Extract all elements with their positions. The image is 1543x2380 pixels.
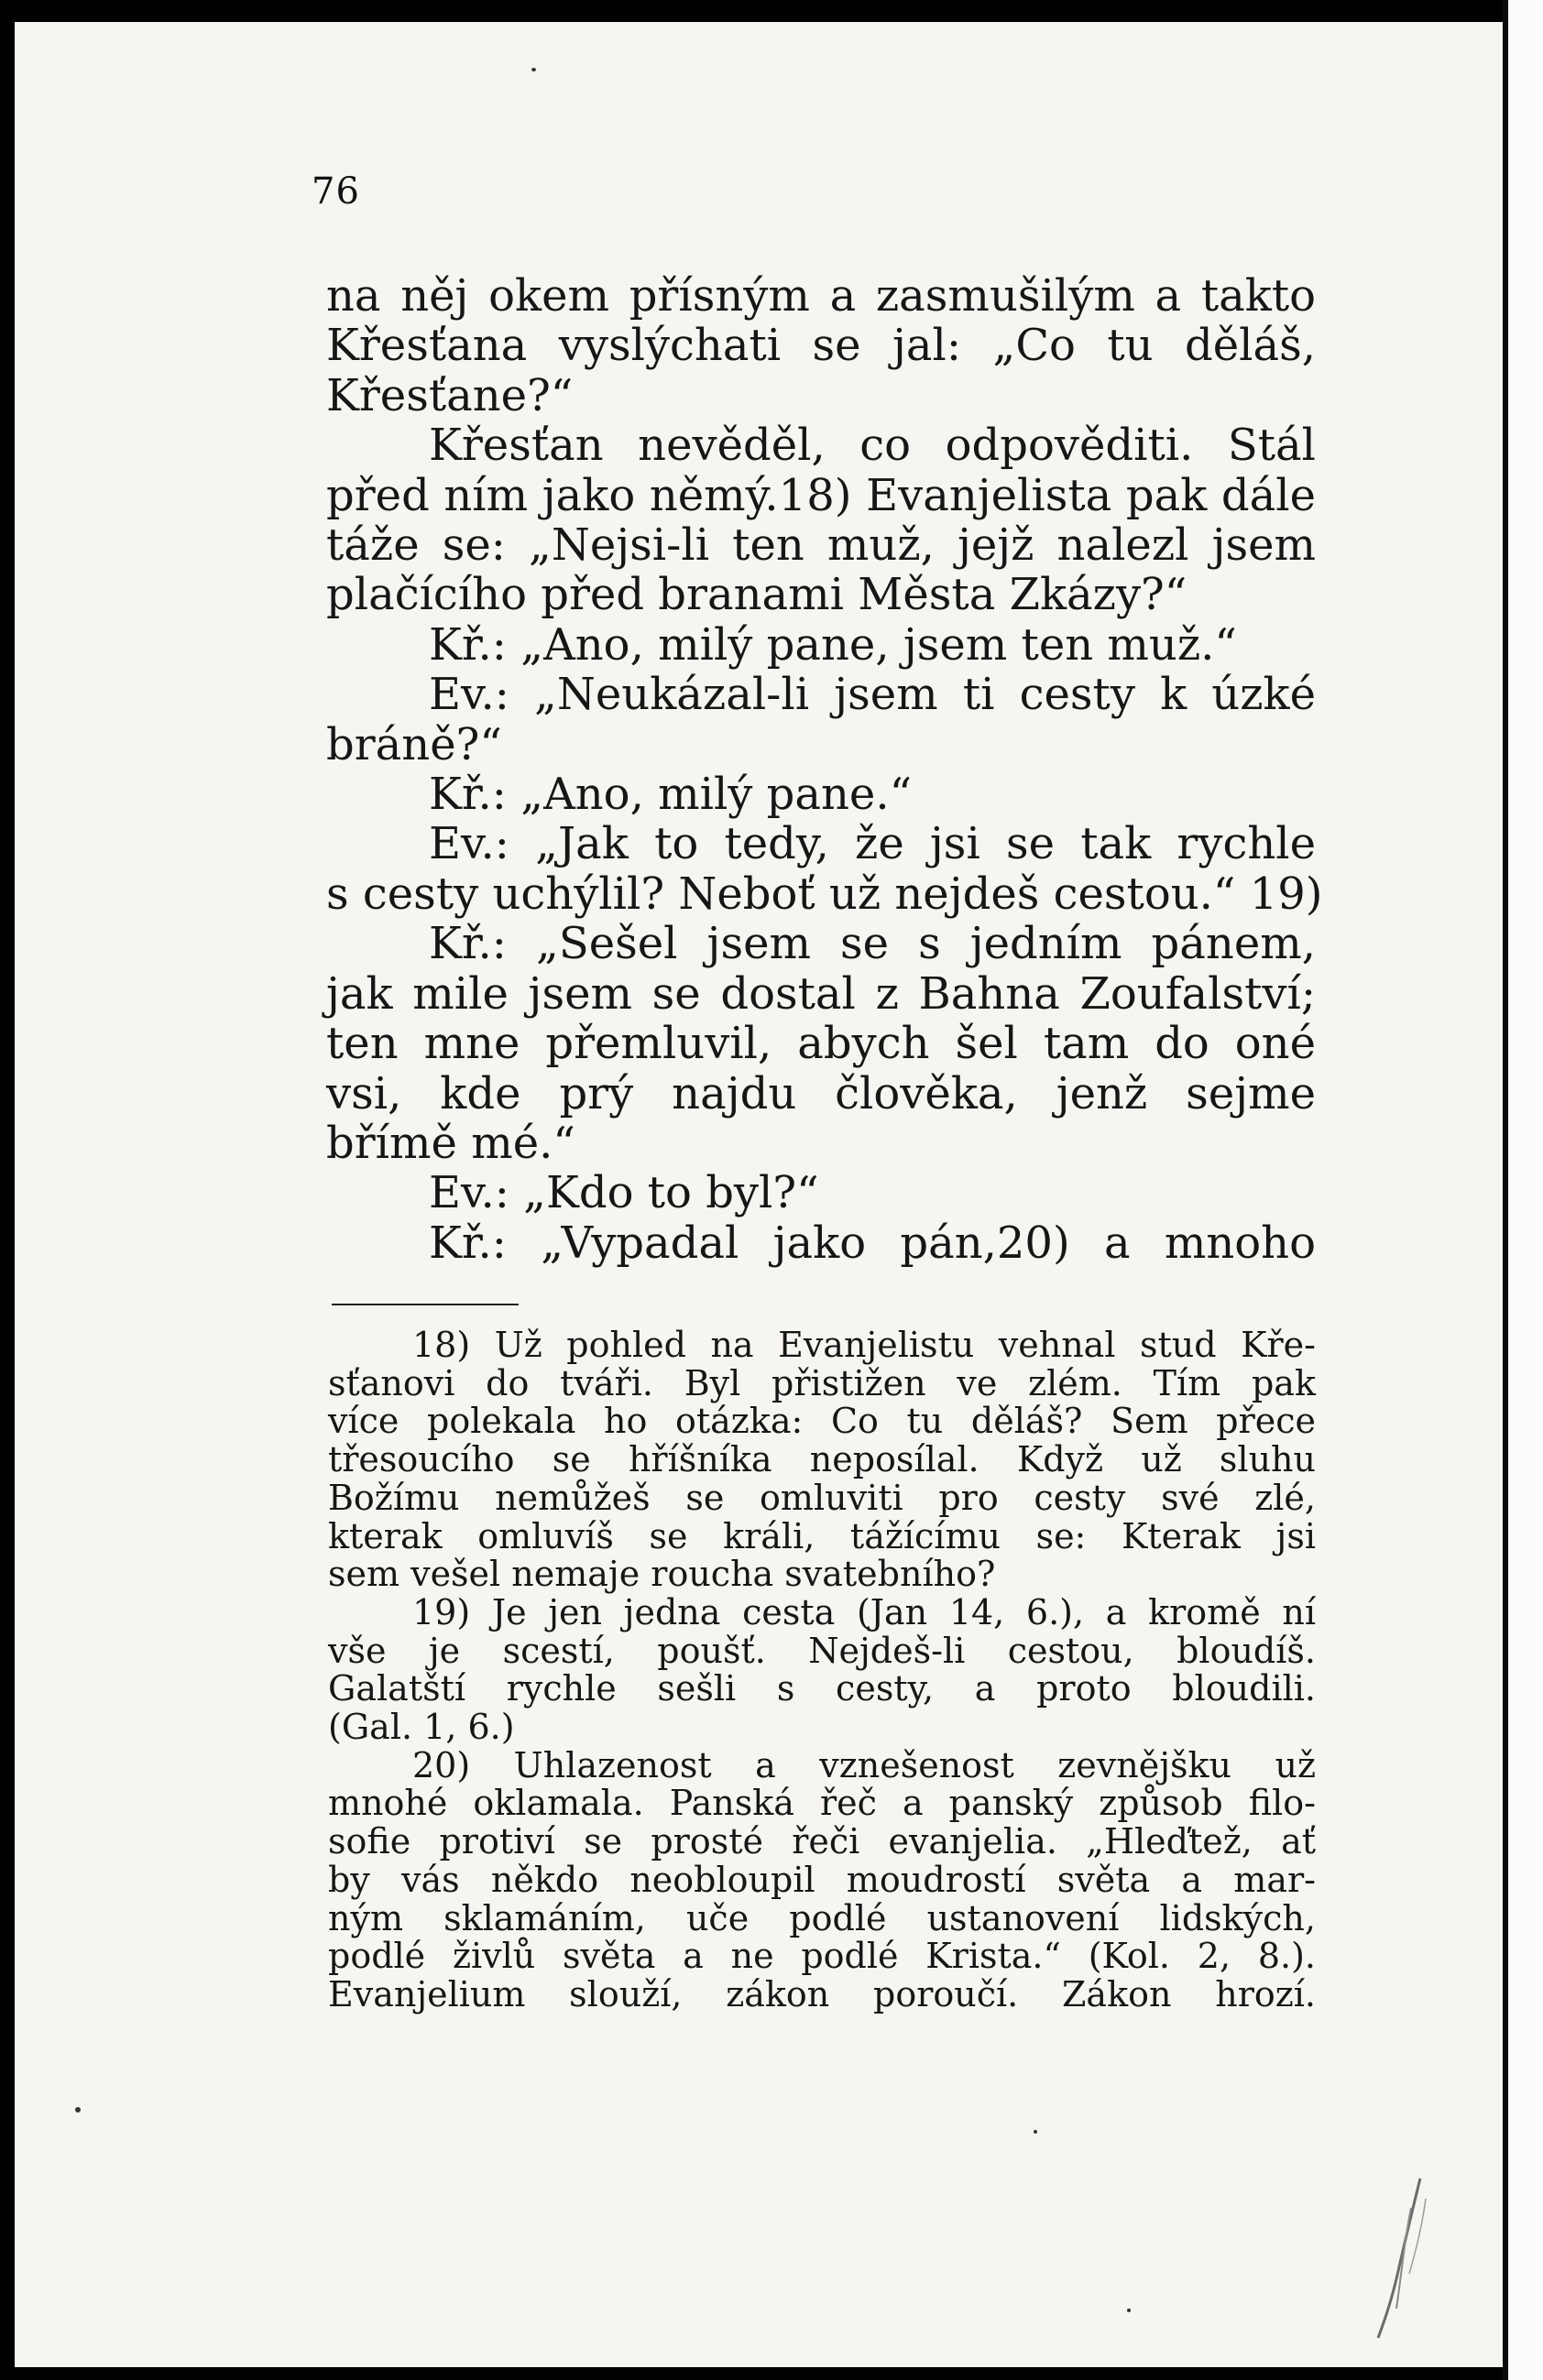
footnote-line: Božímu nemůžeš se omluviti pro cesty své zlé, (328, 1477, 1316, 1518)
main-text (326, 270, 1323, 1269)
adjacent-page-edge (1508, 0, 1543, 2380)
footnote-line: sťanovi do tváři. Byl přistižen ve zlém. Tím pak (328, 1362, 1316, 1403)
footnote-line: 19) Je jen jedna cesta (Jan 14, 6.), a kromě ní (412, 1591, 1316, 1632)
footnote-line: ným sklamáním, uče podlé ustanovení lidských, (328, 1897, 1316, 1938)
scan-speck (1034, 2130, 1037, 2134)
footnotes (328, 1326, 1316, 2014)
footnote-line: Galatští rychle sešli s cesty, a proto bloudili. (328, 1668, 1316, 1709)
text-line: bráně?“ (326, 718, 502, 770)
footnote-line: podlé živlů světa a ne podlé Krista.“ (Kol. 2, 8.). (328, 1936, 1316, 1977)
scan-speck (531, 68, 536, 71)
text-line: táže se: „Nejsi-li ten muž, jejž nalezl jsem (326, 519, 1316, 572)
footnote-line: by vás někdo neobloupil moudrostí světa a mar- (328, 1859, 1316, 1900)
footnote-line: sem vešel nemaje roucha svatebního? (328, 1554, 996, 1595)
footnote-line: třesoucího se hříšníka neposílal. Když už sluhu (328, 1439, 1316, 1480)
page-number: 76 (312, 170, 360, 213)
text-line: Křesťana vyslýchati se jal: „Co tu děláš, (326, 320, 1316, 372)
text-line: Kř.: „Vypadal jako pán,20) a mnoho (429, 1217, 1316, 1269)
footnote-line: 20) Uhlazenost a vznešenost zevnějšku už (412, 1744, 1316, 1785)
scan-speck (75, 2107, 81, 2113)
scan-speck (1127, 2309, 1131, 2312)
footnote-line: mnohé oklamala. Panská řeč a panský způsob filo- (328, 1783, 1316, 1824)
text-line: vsi, kde prý najdu člověka, jenž sejme (326, 1067, 1316, 1119)
text-line: Křesťan nevěděl, co odpověditi. Stál (429, 420, 1316, 472)
text-line: ten mne přemluvil, abych šel tam do oné (326, 1018, 1316, 1070)
text-line: Ev.: „Neukázal-li jsem ti cesty k úzké (429, 669, 1316, 721)
text-line: Kř.: „Ano, milý pane, jsem ten muž.“ (429, 618, 1237, 671)
text-line: Křesťane?“ (326, 369, 574, 421)
text-line: s cesty uchýlil? Neboť už nejdeš cestou.“ 19) (326, 868, 1323, 920)
text-line: plačícího před branami Města Zkázy?“ (326, 569, 1187, 621)
footnote-line: sofie protiví se prosté řeči evanjelia. „Hleďtež, ať (328, 1821, 1316, 1862)
footnote-line: kterak omluvíš se králi, tážícímu se: Kterak jsi (328, 1515, 1316, 1556)
text-line: břímě mé.“ (326, 1117, 575, 1169)
text-line: Kř.: „Sešel jsem se s jedním pánem, (429, 918, 1316, 970)
footnote-line: vše je scestí, poušť. Nejdeš-li cestou, bloudíš. (328, 1630, 1316, 1671)
pencil-mark (1356, 2171, 1439, 2345)
text-line: Ev.: „Kdo to byl?“ (429, 1167, 819, 1219)
text-line: na něj okem přísným a zasmušilým a takto (326, 270, 1316, 322)
footnote-divider (332, 1304, 519, 1305)
text-line: před ním jako němý.18) Evanjelista pak dále (326, 469, 1316, 521)
text-line: Kř.: „Ano, milý pane.“ (429, 769, 913, 821)
footnote-line: 18) Už pohled na Evanjelistu vehnal stud Kře- (412, 1325, 1316, 1365)
text-line: Ev.: „Jak to tedy, že jsi se tak rychle (429, 818, 1316, 870)
footnote-line: Evanjelium slouží, zákon poroučí. Zákon hrozí. (328, 1973, 1316, 2014)
text-line: jak mile jsem se dostal z Bahna Zoufalství; (326, 967, 1316, 1020)
footnote-line: více polekala ho otázka: Co tu děláš? Sem přece (328, 1401, 1316, 1442)
footnote-line: (Gal. 1, 6.) (328, 1707, 515, 1748)
